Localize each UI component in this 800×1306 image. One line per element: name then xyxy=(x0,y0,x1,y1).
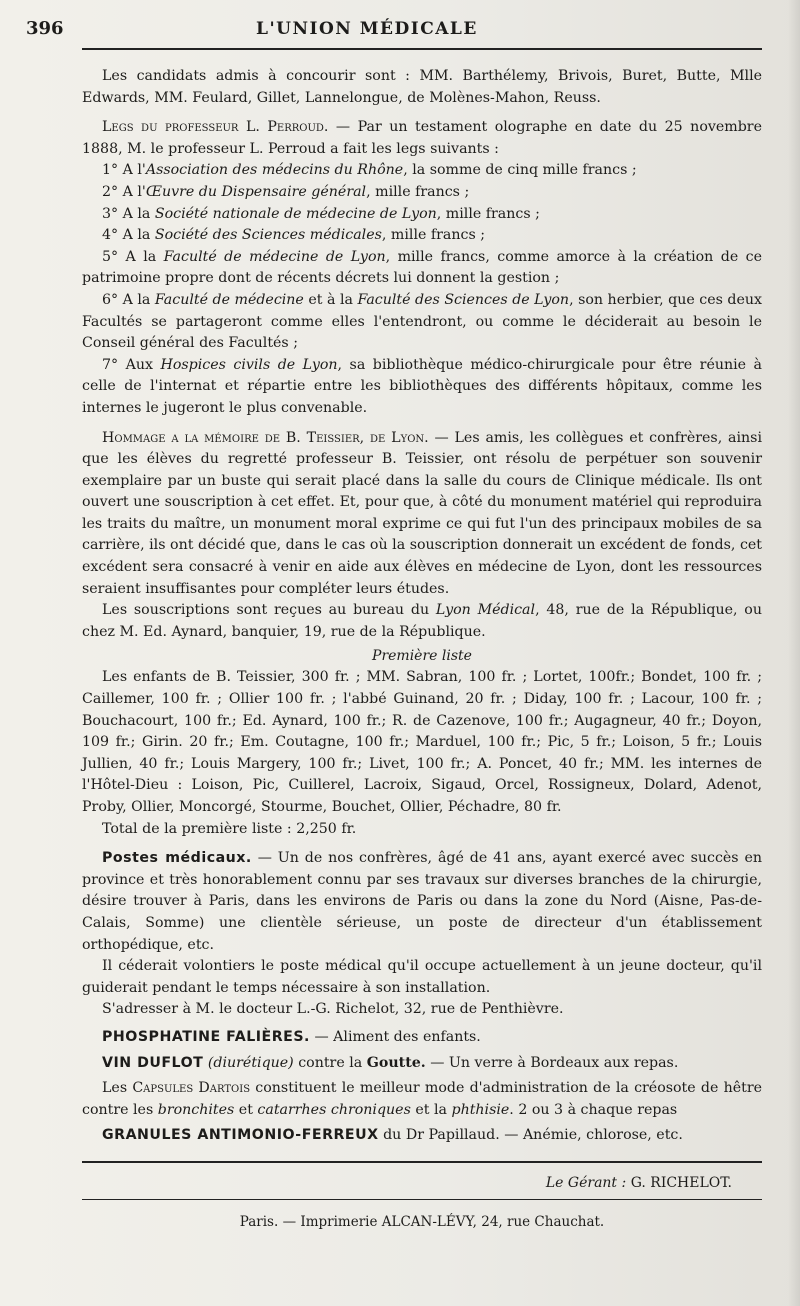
candidates-paragraph: Les candidats admis à concourir sont : MM. Barthélemy, Brivois, Buret, Butte, Mlle Edwards, MM. Feulard, Gillet, Lannelongue, de Molènes-Mahon, Reuss. xyxy=(82,68,762,106)
legs-heading: Legs du professeur L. Perroud. xyxy=(102,119,329,136)
ad-phosphatine: PHOSPHATINE FALIÈRES. — Aliment des enfants. xyxy=(102,1028,481,1045)
legs-item-4: 4° A la Société des Sciences médicales, mille francs ; xyxy=(102,227,486,244)
postes-heading: Postes médicaux. xyxy=(102,850,252,867)
running-header xyxy=(26,18,762,50)
ad-capsules-dartois: Les Capsules Dartois constituent le meilleur mode d'administration de la créosote de hêtre contre les bronchites et catarrhes chroniques et la phthisie. 2 ou 3 à chaque repas xyxy=(82,1080,763,1118)
printer-imprint: Paris. — Imprimerie ALCAN-LÉVY, 24, rue Chauchat. xyxy=(239,1213,605,1230)
legs-item-2: 2° A l'Œuvre du Dispensaire général, mille francs ; xyxy=(102,183,470,200)
legs-item-7: 7° Aux Hospices civils de Lyon, sa bibliothèque médico-chirurgicale pour être réunie à celle de l'internat et répartie entre les bibliothèques des différents hôpitaux, comme les internes le jugeront le plus convenable. xyxy=(82,356,762,416)
ad-granules: GRANULES ANTIMONIO-FERREUX du Dr Papillaud. — Anémie, chlorose, etc. xyxy=(102,1127,683,1144)
subscriptions-paragraph: Les souscriptions sont reçues au bureau du Lyon Médical, 48, rue de la République, ou chez M. Ed. Aynard, banquier, 19, rue de la République. xyxy=(82,602,762,640)
donors-list: Les enfants de B. Teissier, 300 fr. ; MM. Sabran, 100 fr. ; Lortet, 100fr.; Bondet, 100 fr. ; Caillemer, 100 fr. ; Ollier 100 fr. ; l'abbé Guinand, 20 fr. ; Diday, 100 fr. ; Lacour, 100 fr. ; Bouchacourt, 100 fr.; Ed. Aynard, 100 fr.; R. de Cazenove, 100 fr.; Augagneur, 40 fr.; Doyon, 109 fr.; Girin. 20 fr.; Em. Coutagne, 100 fr.; Marduel, 100 fr.; Pic, 5 fr.; Loison, 5 fr.; Louis Jullien, 40 fr.; Louis Margery, 100 fr.; Livet, 100 fr.; A. Poncet, 40 fr.; MM. les internes de l'Hôtel-Dieu : Loison, Pic, Cuillerel, Lacroix, Sigaud, Orcel, Rossigneux, Dolard, Adenot, Proby, Ollier, Moncorgé, Stourme, Bouchet, Ollier, Péchadre, 80 fr. xyxy=(82,669,762,815)
footer-rule xyxy=(82,1161,762,1163)
imprint-rule xyxy=(82,1199,762,1200)
page-number: 396 xyxy=(26,18,64,39)
journal-title: L'UNION MÉDICALE xyxy=(256,19,478,39)
postes-paragraph-2: Il céderait volontiers le poste médical qu'il occupe actuellement à un jeune docteur, qu'il guiderait pendant le temps nécessaire à son installation. xyxy=(82,958,762,996)
legs-paragraph: Legs du professeur L. Perroud. — Par un testament olographe en date du 25 novembre 1888, M. le professeur L. Perroud a fait les legs suivants : xyxy=(82,119,762,157)
postes-paragraph: Postes médicaux. — Un de nos confrères, âgé de 41 ans, ayant exercé avec succès en province et très honorablement connu par ses travaux sur diverses branches de la chirurgie, désire trouver à Paris, dans les environs de Paris ou dans la zone du Nord (Aisne, Pas-de-Calais, Somme) une clientèle sérieuse, un poste de directeur d'un établissement orthopédique, etc. xyxy=(82,850,762,953)
ad-vin-duflot: VIN DUFLOT (diurétique) contre la Goutte. — Un verre à Bordeaux aux repas. xyxy=(102,1054,679,1071)
legs-item-5: 5° A la Faculté de médecine de Lyon, mille francs, comme amorce à la création de ce patrimoine propre dont de récents décrets lui donnent la gestion ; xyxy=(82,248,762,287)
gerant-signature: Le Gérant : G. RICHELOT. xyxy=(545,1174,732,1191)
postes-address: S'adresser à M. le docteur L.-G. Richelot, 32, rue de Penthièvre. xyxy=(102,1001,564,1018)
legs-item-3: 3° A la Société nationale de médecine de Lyon, mille francs ; xyxy=(102,205,540,222)
hommage-heading: Hommage a la mémoire de B. Teissier, de Lyon. xyxy=(102,429,429,446)
legs-item-1: 1° A l'Association des médecins du Rhône, la somme de cinq mille francs ; xyxy=(102,162,637,179)
legs-item-6: 6° A la Faculté de médecine et à la Faculté des Sciences de Lyon, son herbier, que ces deux Facultés se partageront comme elles l'entendront, ou comme le déciderait au besoin le Conseil général des Facultés ; xyxy=(82,291,763,352)
list-title: Première liste xyxy=(372,648,472,665)
page-edge-shadow xyxy=(788,0,800,1306)
list-total: Total de la première liste : 2,250 fr. xyxy=(102,820,357,837)
hommage-paragraph: Hommage a la mémoire de B. Teissier, de Lyon. — Les amis, les collègues et confrères, ainsi que les élèves du regretté professeur B. Teissier, ont résolu de perpétuer son souvenir exemplaire par un buste qui serait placé dans la salle du cours de Clinique médicale. Ils ont ouvert une souscription à cet effet. Et, pour que, à côté du monument matériel qui reproduira les traits du maître, un monument moral exprime ce qui fut l'un des principaux mobiles de sa carrière, ils ont décidé que, dans le cas où la souscription donnerait un excédent de fonds, cet excédent sera consacré à venir en aide aux élèves en médecine de Lyon, dont les ressources seraient insuffisantes pour compléter leurs études. xyxy=(82,429,762,597)
